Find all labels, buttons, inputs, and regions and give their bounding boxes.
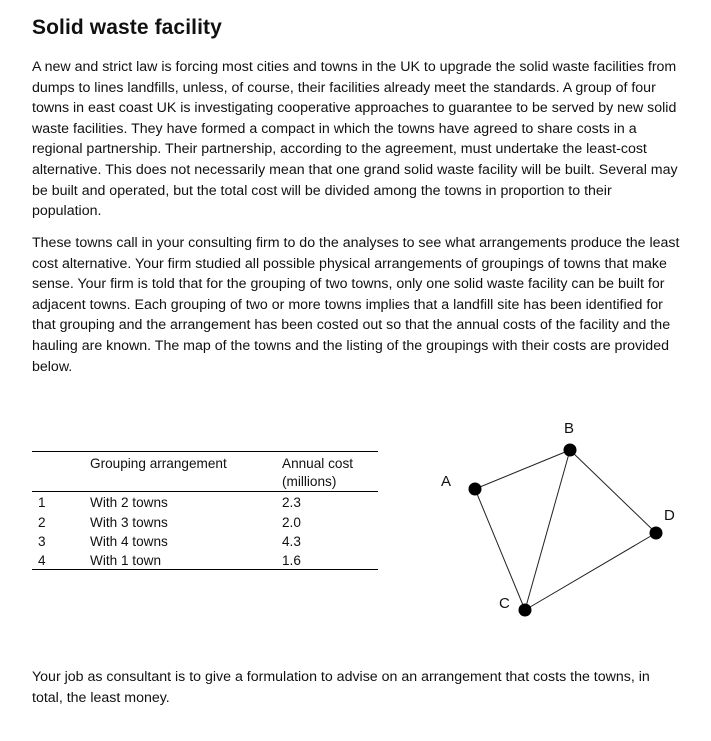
row-cost: 1.6 [282, 553, 301, 568]
job-paragraph: Your job as consultant is to give a formulation to advise on an arrangement that costs the towns, in total, the least money. [32, 669, 650, 706]
node-c [519, 604, 532, 617]
edge-b-c [525, 450, 570, 610]
row-cost: 2.0 [282, 514, 301, 530]
header-annual-cost-line2: (millions) [282, 474, 337, 489]
table-row [32, 513, 378, 533]
table-row [32, 551, 378, 571]
row-arrangement: With 3 towns [90, 514, 168, 530]
edge-a-b [475, 450, 570, 489]
row-arrangement: With 1 town [90, 553, 162, 568]
header-annual-cost-line1: Annual cost [282, 456, 354, 471]
node-a [469, 483, 482, 496]
node-label-a: A [441, 473, 452, 490]
row-number: 1 [38, 495, 46, 510]
row-number: 2 [38, 514, 46, 530]
towns-map [430, 415, 690, 625]
table-header-rule [32, 491, 378, 492]
table-row [32, 532, 378, 552]
firm-paragraph: These towns call in your consulting firm to do the analyses to see what arrangements produce the least cost alternative. Your firm studied all possible physical arrangements of groupings of towns that make sense. Your firm is told that for the grouping of two towns, only one solid waste facility can be built for adjacent towns. Each grouping of two or more towns implies that a landfill site has been identified for that grouping and the arrangement has been costed out so that the annual costs of the facility and the hauling are known. The map of the towns and the listing of the groupings with their costs are provided below. [32, 235, 680, 375]
node-label-c: C [499, 595, 510, 612]
header-grouping-arrangement: Grouping arrangement [90, 456, 227, 471]
row-cost: 2.3 [282, 495, 301, 510]
row-number: 4 [38, 553, 46, 568]
node-b [564, 444, 577, 457]
intro-paragraph: A new and strict law is forcing most cities and towns in the UK to upgrade the solid waste facilities from dumps to lines landfills, unless, of course, their facilities already meet the standards. A group of four towns in east coast UK is investigating cooperative approaches to guarantee to be served by new solid waste facilities. They have formed a compact in which the towns have agreed to share costs in a regional partnership. Their partnership, according to the agreement, must undertake the least-cost alternative. This does not necessarily mean that one grand solid waste facility will be built. Several may be built and operated, but the total cost will be divided among the towns in proportion to their population. [32, 59, 678, 220]
node-d [650, 527, 663, 540]
edge-a-c [475, 489, 525, 610]
page-title: Solid waste facility [32, 16, 222, 39]
header-annual-cost [282, 455, 353, 491]
table-bottom-rule [32, 569, 378, 570]
row-arrangement: With 2 towns [90, 495, 168, 510]
node-label-b: B [564, 420, 575, 437]
edge-c-d [525, 533, 656, 610]
row-cost: 4.3 [282, 534, 301, 549]
table-row [32, 493, 378, 513]
row-arrangement: With 4 towns [90, 534, 168, 549]
node-label-d: D [664, 507, 675, 524]
table-top-rule [32, 451, 378, 452]
row-number: 3 [38, 534, 46, 549]
edge-b-d [570, 450, 656, 533]
